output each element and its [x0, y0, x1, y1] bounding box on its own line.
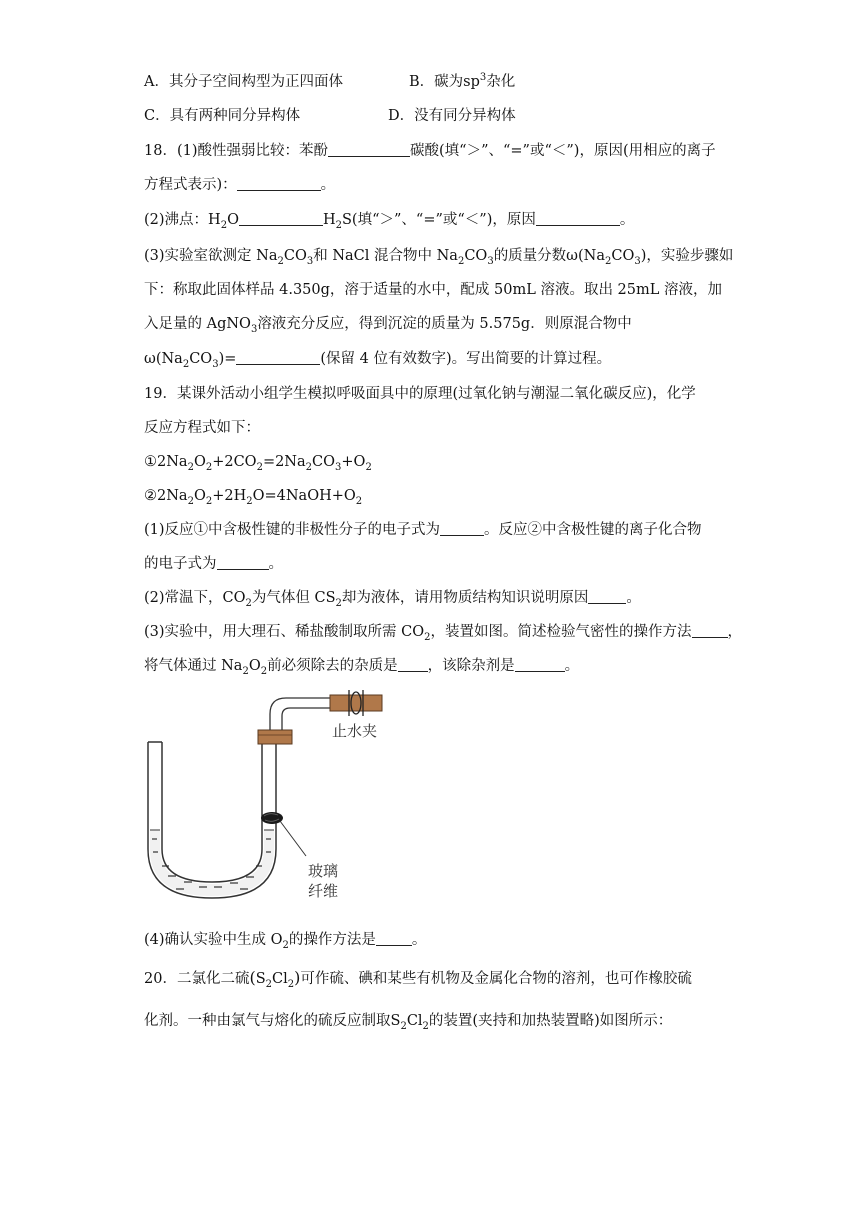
text-segment: ，该除杂剂是	[427, 658, 515, 674]
formula-mark: 2	[365, 461, 372, 473]
text-segment: 却为液体，请用物质结构知识说明原因	[341, 590, 589, 606]
q20-line-2	[144, 1011, 672, 1031]
formula-mark: 2	[245, 597, 252, 609]
answer-blank[interactable]	[239, 211, 323, 226]
text-segment: 18．(1)酸性强弱比较：苯酚	[144, 143, 328, 159]
formula-mark: 2	[187, 461, 194, 473]
formula-mark: 2	[220, 219, 228, 231]
answer-blank[interactable]	[236, 350, 320, 365]
text-segment: Cl	[272, 971, 288, 987]
answer-blank[interactable]	[328, 142, 410, 157]
fiber-label-line-2: 纤维	[308, 882, 339, 900]
q19-part-3-line-1	[144, 622, 742, 642]
text-segment: )，实验步骤如	[640, 248, 734, 264]
text-segment: 将气体通过 Na	[144, 658, 243, 674]
liquid-fill	[150, 830, 274, 896]
formula-mark: )	[294, 968, 301, 987]
text-segment: O	[248, 658, 261, 674]
text-segment: S	[255, 971, 266, 987]
formula-mark: 2	[205, 495, 213, 507]
answer-blank[interactable]	[376, 931, 412, 946]
formula-mark: 2	[187, 495, 194, 507]
formula-mark: 3	[487, 255, 494, 267]
text-segment: ①2Na	[144, 454, 188, 470]
text-segment: 20．二氯化二硫	[144, 971, 250, 987]
formula-mark: 2	[287, 978, 295, 990]
answer-blank[interactable]	[398, 657, 428, 672]
formula-mark: 3	[212, 358, 219, 370]
formula-mark: 2	[335, 597, 342, 609]
formula-mark: (	[249, 968, 256, 987]
option-c: C．具有两种同分异构体	[144, 108, 301, 124]
text-segment: 碳酸(填“＞”、“=”或“＜”)，原因(用相应的离子	[410, 143, 716, 159]
delivery-tube	[270, 698, 330, 730]
answer-blank[interactable]	[588, 589, 626, 604]
q18-line-6	[144, 314, 632, 334]
text-segment: (2)沸点：H	[144, 212, 221, 228]
text-segment: O=4NaOH+O	[252, 488, 356, 504]
formula-mark: 2	[305, 461, 313, 473]
text-segment: ω(Na	[144, 351, 183, 367]
formula-mark: 3	[306, 255, 314, 267]
answer-blank[interactable]	[692, 623, 728, 638]
text-segment: CO	[189, 351, 213, 367]
formula-mark: 3	[479, 72, 487, 84]
text-segment: O	[193, 488, 206, 504]
text-segment: (3)实验中，用大理石、稀盐酸制取所需 CO	[144, 624, 425, 640]
text-segment: ②2Na	[144, 488, 188, 504]
formula-mark: 2	[242, 665, 249, 677]
text-segment: 。	[268, 556, 283, 572]
text-segment: +O	[341, 454, 366, 470]
formula-mark: 2	[265, 978, 273, 990]
text-segment: 杂化	[486, 74, 516, 90]
text-segment: O	[227, 212, 239, 228]
text-segment: 方程式表示)：	[144, 177, 237, 193]
text-segment: (3)实验室欲测定 Na	[144, 248, 278, 264]
text-segment: 的电子式为	[144, 556, 217, 572]
answer-blank[interactable]	[515, 657, 565, 672]
text-segment: ，	[727, 624, 743, 640]
q18-line-7	[144, 349, 611, 369]
option-a: A．其分子空间构型为正四面体	[144, 74, 343, 90]
answer-blank[interactable]	[237, 176, 321, 191]
text-segment: B．碳为sp	[409, 74, 480, 90]
text-segment: )=	[218, 351, 237, 367]
u-tube-apparatus-figure	[144, 684, 394, 904]
q19-line-2: 反应方程式如下：	[144, 420, 260, 436]
formula-mark: 3	[335, 461, 342, 473]
clamp-label: 止水夹	[332, 722, 378, 740]
text-segment: CO	[611, 248, 635, 264]
q19-equation-2	[144, 486, 362, 506]
text-segment: O	[193, 454, 206, 470]
text-segment: CO	[312, 454, 336, 470]
formula-mark: 3	[634, 255, 641, 267]
rubber-stopper	[258, 730, 292, 744]
answer-blank[interactable]	[440, 521, 484, 536]
formula-mark: 2	[246, 495, 253, 507]
formula-mark: 2	[256, 461, 263, 473]
text-segment: 的质量分数ω(Na	[493, 248, 606, 264]
formula-mark: 2	[260, 665, 268, 677]
formula-mark: 2	[457, 255, 465, 267]
text-segment: 为气体但 CS	[251, 590, 336, 606]
text-segment: CO	[464, 248, 488, 264]
u-tube-inner	[162, 742, 262, 882]
formula-mark: 2	[605, 255, 612, 267]
q19-part-1-line-2	[144, 554, 283, 574]
q20-line-1	[144, 968, 692, 989]
text-segment: H	[322, 212, 336, 228]
text-segment: CO	[283, 248, 307, 264]
formula-mark: 2	[277, 255, 284, 267]
formula-mark: 2	[282, 939, 289, 951]
text-segment: (1)反应①中含极性键的非极性分子的电子式为	[144, 522, 441, 538]
fiber-pointer-line	[280, 821, 306, 856]
formula-mark: 3	[250, 323, 258, 335]
text-segment: ，装置如图。简述检验气密性的操作方法	[430, 624, 692, 640]
text-segment: (2)常温下，CO	[144, 590, 246, 606]
text-segment: 的装置(夹持和加热装置略)如图所示：	[428, 1013, 673, 1029]
option-b	[409, 72, 515, 92]
q18-line-5: 下：称取此固体样品 4.350g，溶于适量的水中，配成 50mL 溶液。取出 25mL 溶液，加	[144, 282, 722, 298]
u-tube-drawing	[144, 684, 394, 904]
answer-blank[interactable]	[536, 211, 620, 226]
q19-part-2	[144, 588, 641, 608]
formula-mark: 2	[400, 1020, 407, 1032]
text-segment: S(填“＞”、“=”或“＜”)，原因	[341, 212, 536, 228]
text-segment: (4)确认实验中生成 O	[144, 932, 283, 948]
option-d: D．没有同分异构体	[388, 108, 516, 124]
text-segment: 。反应②中含极性键的离子化合物	[484, 522, 702, 538]
formula-mark: 2	[422, 1020, 429, 1032]
text-segment: 溶液充分反应，得到沉淀的质量为 5.575g．则原混合物中	[257, 316, 632, 332]
text-segment: 。	[411, 932, 427, 948]
answer-blank[interactable]	[217, 555, 269, 570]
text-segment: (保留 4 位有效数字)。写出简要的计算过程。	[320, 351, 612, 367]
q19-part-4	[144, 930, 426, 950]
text-segment: +2H	[212, 488, 247, 504]
text-segment: =2Na	[262, 454, 306, 470]
q19-equation-1	[144, 452, 372, 472]
formula-mark: 2	[355, 495, 363, 507]
formula-mark: 2	[424, 631, 431, 643]
q19-line-1: 19．某课外活动小组学生模拟呼吸面具中的原理(过氧化钠与潮湿二氧化碳反应)，化学	[144, 386, 696, 402]
text-segment: 入足量的 AgNO	[144, 316, 251, 332]
text-segment: 。	[619, 212, 635, 228]
q18-line-4	[144, 246, 733, 266]
text-segment: S	[390, 1013, 401, 1029]
q18-line-3	[144, 210, 634, 230]
text-segment: 的操作方法是	[288, 932, 376, 948]
text-segment: 前必须除去的杂质是	[267, 658, 398, 674]
rubber-tube	[330, 695, 382, 711]
text-segment: 。	[626, 590, 641, 606]
text-segment: 。	[320, 177, 336, 193]
q19-part-1-line-1	[144, 520, 702, 540]
formula-mark: 2	[335, 219, 342, 231]
q18-line-2	[144, 175, 335, 195]
text-segment: Cl	[406, 1013, 423, 1029]
text-segment: +2CO	[212, 454, 257, 470]
fiber-label-line-1: 玻璃	[308, 862, 339, 880]
text-segment: 可作硫、碘和某些有机物及金属化合物的溶剂，也可作橡胶硫	[300, 971, 692, 987]
formula-mark: 2	[182, 358, 190, 370]
q19-part-3-line-2	[144, 656, 579, 676]
text-segment: 化剂。一种由氯气与熔化的硫反应制取	[144, 1013, 391, 1029]
text-segment: 和 NaCl 混合物中 Na	[313, 248, 458, 264]
text-segment: 。	[564, 658, 580, 674]
q18-line-1	[144, 141, 716, 161]
formula-mark: 2	[205, 461, 213, 473]
